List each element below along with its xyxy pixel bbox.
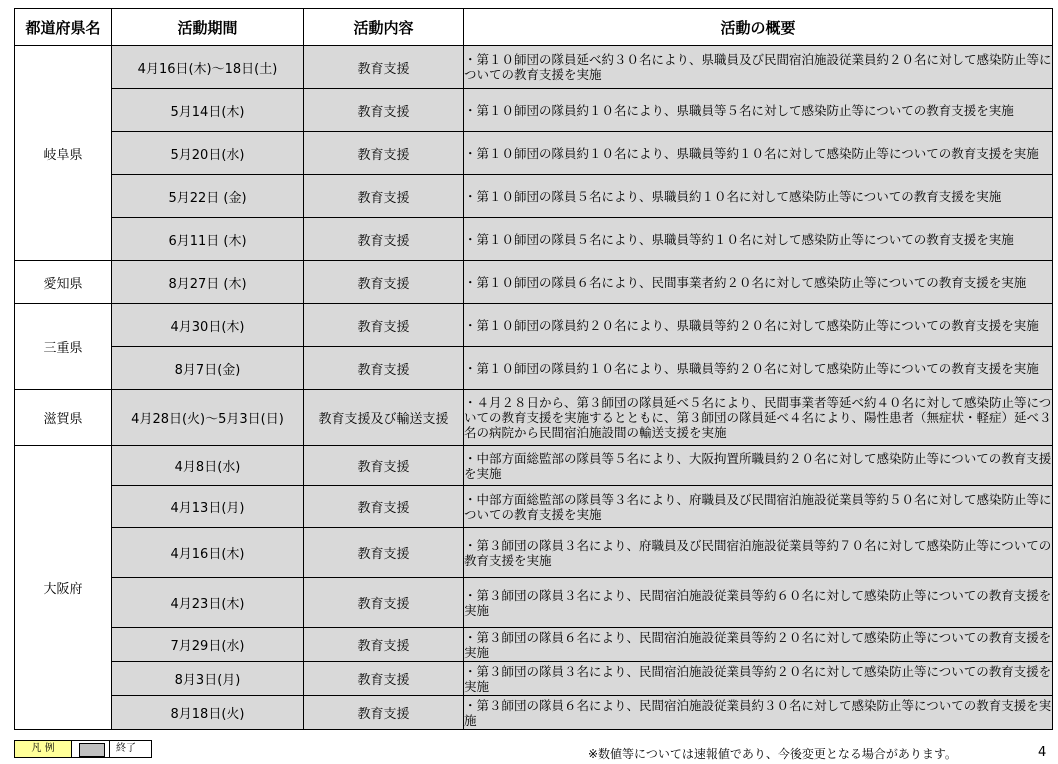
page-number: 4: [1038, 745, 1047, 760]
summary-cell: ・第１０師団の隊員約１０名により、県職員等５名に対して感染防止等についての教育支援を実施: [464, 89, 1053, 132]
period-cell: 4月8日(水): [112, 446, 304, 486]
legend-label: 凡 例: [14, 740, 72, 758]
summary-cell: ・第３師団の隊員３名により、民間宿泊施設従業員等約２０名に対して感染防止等についての教育支援を実施: [464, 663, 1052, 694]
content-cell: 教育支援: [304, 347, 464, 390]
content-cell: 教育支援: [304, 89, 464, 132]
table-row: [15, 347, 1053, 390]
content-cell: 教育支援: [304, 304, 464, 347]
summary-cell: ・中部方面総監部の隊員等３名により、府職員及び民間宿泊施設従業員等約５０名に対して感染防止等についての教育支援を実施: [464, 486, 1053, 528]
period-cell: 5月20日(水): [112, 132, 304, 175]
table-header-row: [15, 9, 1053, 46]
period-cell: 4月28日(火)～5月3日(日): [112, 390, 304, 446]
activity-table: [14, 8, 1053, 730]
content-cell: 教育支援: [304, 218, 464, 261]
prefecture-cell: 滋賀県: [15, 390, 112, 446]
period-cell: 8月3日(月): [112, 662, 304, 696]
table-row: [15, 628, 1053, 662]
period-cell: 4月16日(木)～18日(土): [112, 46, 304, 89]
period-cell: 8月7日(金): [112, 347, 304, 390]
summary-cell: ・第１０師団の隊員約１０名により、県職員等約２０名に対して感染防止等についての教育支援を実施: [464, 347, 1053, 390]
period-cell: 4月23日(木): [112, 578, 304, 628]
content-cell: 教育支援: [304, 46, 464, 89]
summary-cell: ・第１０師団の隊員６名により、民間事業者約２０名に対して感染防止等についての教育支援を実施: [464, 261, 1053, 304]
table-row: [15, 528, 1053, 578]
legend-swatch: [72, 740, 110, 758]
content-cell: 教育支援及び輸送支援: [304, 390, 464, 446]
legend-swatch-color: [79, 743, 105, 757]
summary-cell: ・第１０師団の隊員５名により、県職員約１０名に対して感染防止等についての教育支援を実施: [464, 175, 1053, 218]
period-cell: 8月18日(火): [112, 696, 304, 730]
summary-cell: ・４月２８日から、第３師団の隊員延べ５名により、民間事業者等延べ約４０名に対して感染防止等についての教育支援を実施するとともに、第３師団の隊員延べ４名により、陽性患者（無症状・軽症）延べ３名の病院から民間宿泊施設間の輸送支援を実施: [464, 390, 1053, 446]
content-cell: 教育支援: [304, 628, 464, 662]
prefecture-cell: 三重県: [15, 304, 112, 390]
table-row: [15, 261, 1053, 304]
prefecture-cell: 岐阜県: [15, 46, 112, 261]
summary-cell: ・第１０師団の隊員約２０名により、県職員等約２０名に対して感染防止等についての教育支援を実施: [464, 304, 1053, 347]
table-row: [15, 578, 1053, 628]
period-cell: 4月13日(月): [112, 486, 304, 528]
content-cell: 教育支援: [304, 662, 464, 696]
period-cell: 7月29日(水): [112, 628, 304, 662]
table-row: [15, 446, 1053, 486]
header-period: 活動期間: [112, 9, 304, 46]
content-cell: 教育支援: [304, 132, 464, 175]
period-cell: 4月30日(木): [112, 304, 304, 347]
table-row: [15, 175, 1053, 218]
header-content: 活動内容: [304, 9, 464, 46]
summary-cell: ・中部方面総監部の隊員等５名により、大阪拘置所職員約２０名に対して感染防止等についての教育支援を実施: [464, 446, 1053, 486]
period-cell: 5月14日(木): [112, 89, 304, 132]
content-cell: 教育支援: [304, 446, 464, 486]
content-cell: 教育支援: [304, 175, 464, 218]
period-cell: 6月11日 (木): [112, 218, 304, 261]
header-prefecture: 都道府県名: [15, 9, 112, 46]
table-row: [15, 390, 1053, 446]
prefecture-cell: 愛知県: [15, 261, 112, 304]
content-cell: 教育支援: [304, 696, 464, 730]
summary-cell: ・第３師団の隊員６名により、民間宿泊施設従業員等約２０名に対して感染防止等についての教育支援を実施: [464, 629, 1052, 660]
summary-cell: ・第１０師団の隊員５名により、県職員等約１０名に対して感染防止等についての教育支援を実施: [464, 218, 1053, 261]
legend-text: 終了: [110, 740, 152, 758]
table-row: [15, 46, 1053, 89]
period-cell: 8月27日 (木): [112, 261, 304, 304]
summary-cell: ・第３師団の隊員６名により、民間宿泊施設従業員約３０名に対して感染防止等についての教育支援を実施: [464, 697, 1052, 728]
summary-cell: ・第１０師団の隊員約１０名により、県職員等約１０名に対して感染防止等についての教育支援を実施: [464, 132, 1053, 175]
summary-cell: ・第３師団の隊員３名により、府職員及び民間宿泊施設従業員等約７０名に対して感染防止等についての教育支援を実施: [464, 528, 1053, 578]
legend: [14, 740, 152, 758]
summary-cell: ・第３師団の隊員３名により、民間宿泊施設従業員等約６０名に対して感染防止等についての教育支援を実施: [464, 578, 1053, 628]
prefecture-cell: 大阪府: [15, 446, 112, 730]
table-row: [15, 662, 1053, 696]
table-row: [15, 89, 1053, 132]
period-cell: 4月16日(木): [112, 528, 304, 578]
content-cell: 教育支援: [304, 528, 464, 578]
content-cell: 教育支援: [304, 578, 464, 628]
table-row: [15, 132, 1053, 175]
content-cell: 教育支援: [304, 486, 464, 528]
header-summary: 活動の概要: [464, 9, 1053, 46]
content-cell: 教育支援: [304, 261, 464, 304]
table-row: [15, 218, 1053, 261]
period-cell: 5月22日 (金): [112, 175, 304, 218]
summary-cell: ・第１０師団の隊員延べ約３０名により、県職員及び民間宿泊施設従業員約２０名に対して感染防止等についての教育支援を実施: [464, 46, 1053, 89]
table-row: [15, 486, 1053, 528]
table-row: [15, 696, 1053, 730]
table-row: [15, 304, 1053, 347]
footnote: ※数値等については速報値であり、今後変更となる場合があります。: [588, 747, 957, 761]
